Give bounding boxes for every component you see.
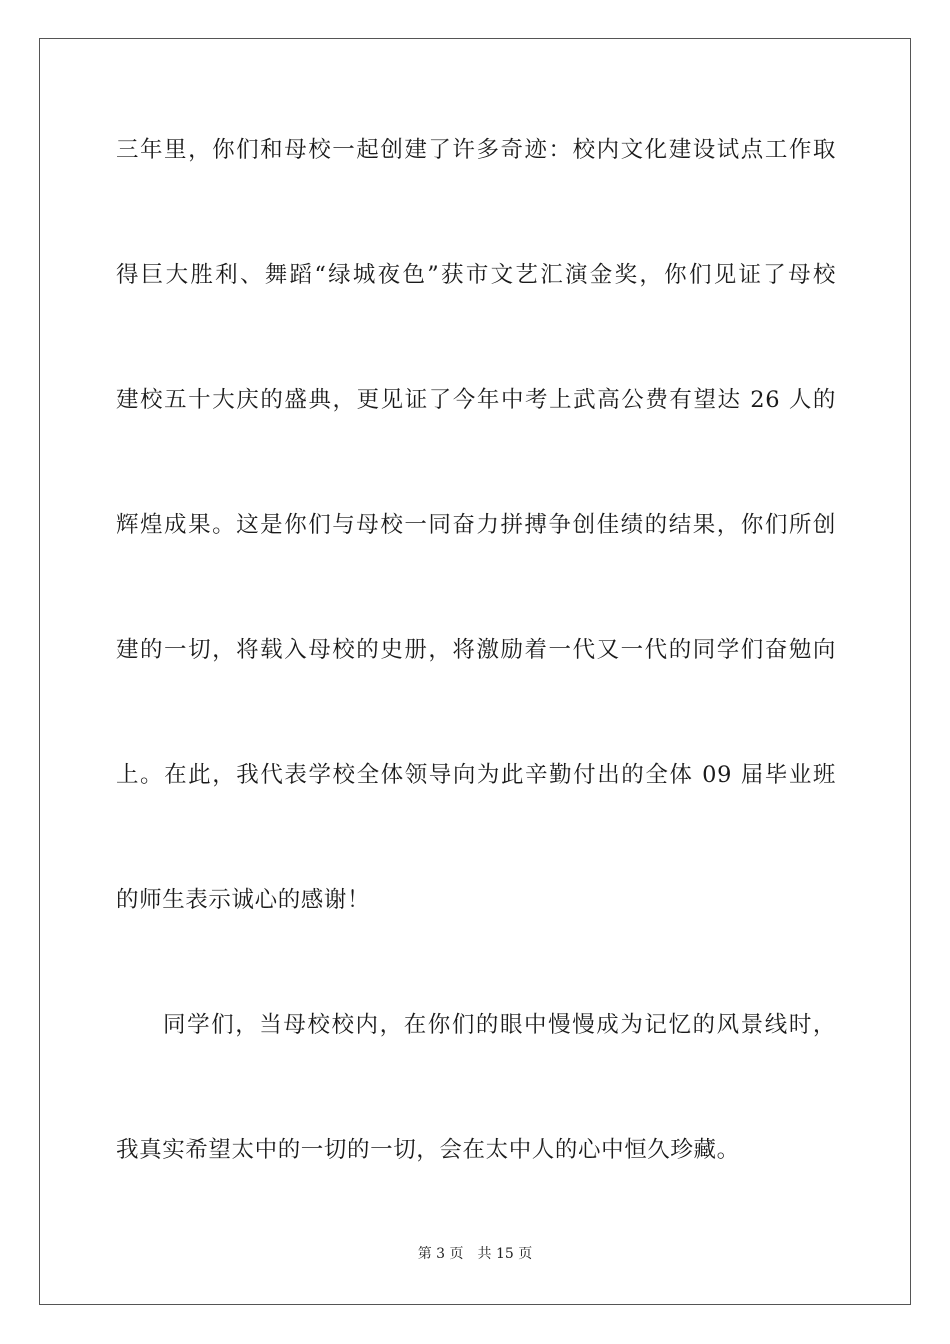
paragraph-line: 我真实希望太中的一切的一切，会在太中人的心中恒久珍藏。 <box>116 1137 740 1163</box>
paragraph-line: 上。在此，我代表学校全体领导向为此辛勤付出的全体 09 届毕业班 <box>116 762 836 788</box>
paragraph-line: 建的一切，将载入母校的史册，将激励着一代又一代的同学们奋勉向 <box>116 637 836 663</box>
paragraph-line: 的师生表示诚心的感谢！ <box>116 887 371 913</box>
page-number: 第 3 页 <box>417 1246 464 1262</box>
paragraph-line: 辉煌成果。这是你们与母校一同奋力拼搏争创佳绩的结果，你们所创 <box>116 512 836 538</box>
paragraph-line: 建校五十大庆的盛典，更见证了今年中考上武高公费有望达 26 人的 <box>116 387 836 413</box>
page-total: 共 15 页 <box>477 1246 533 1262</box>
paragraph-line: 同学们，当母校校内，在你们的眼中慢慢成为记忆的风景线时， <box>163 1012 836 1038</box>
page-footer <box>0 1244 950 1264</box>
paragraph-line: 三年里，你们和母校一起创建了许多奇迹：校内文化建设试点工作取 <box>116 137 836 163</box>
paragraph-line: 得巨大胜利、舞蹈“绿城夜色”获市文艺汇演金奖，你们见证了母校 <box>116 262 836 288</box>
document-body <box>116 127 836 1252</box>
